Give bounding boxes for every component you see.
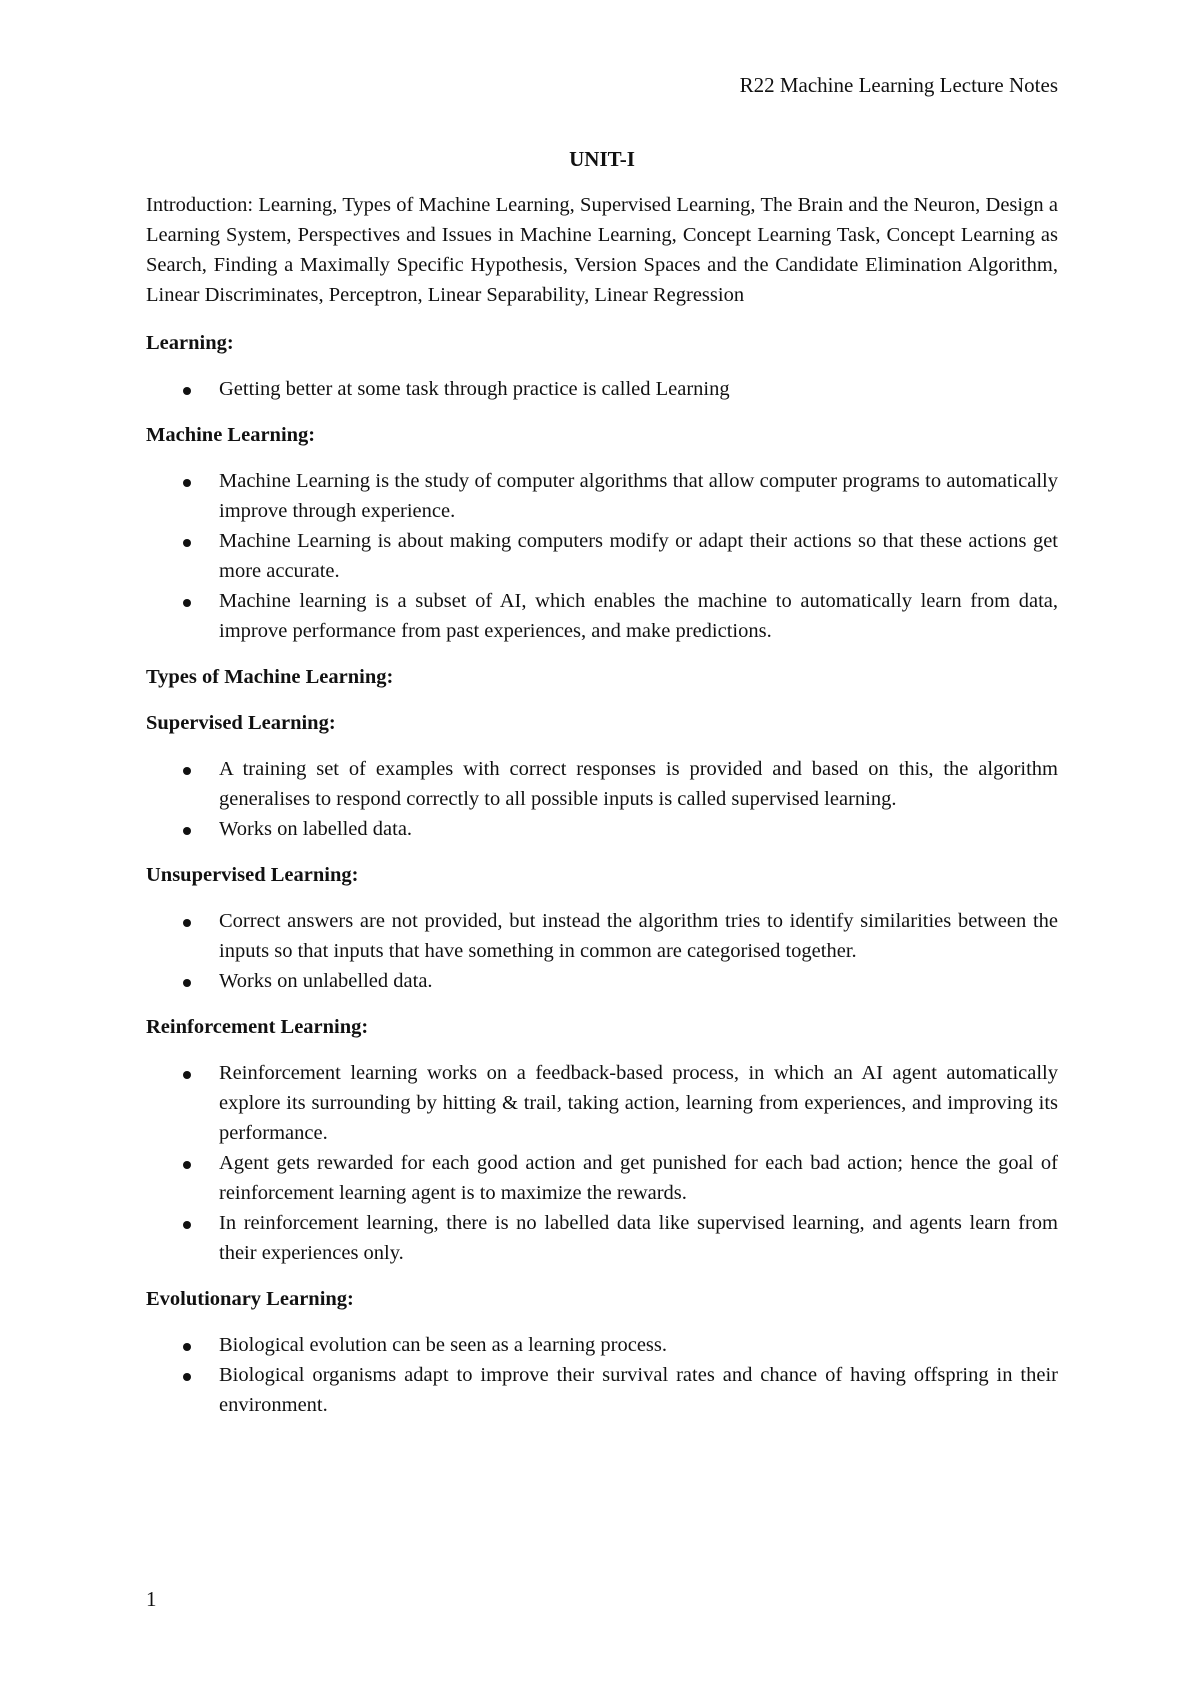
running-header: R22 Machine Learning Lecture Notes — [739, 73, 1058, 97]
section-heading-supervised-learning: Supervised Learning: — [146, 712, 336, 734]
section-heading-evolutionary-learning: Evolutionary Learning: — [146, 1288, 354, 1310]
bullet-icon — [183, 387, 191, 395]
list-item — [146, 466, 1058, 526]
list-item-text: Biological organisms adapt to improve their survival rates and chance of having offspring in their environment. — [219, 1364, 1058, 1416]
section-heading-unsupervised-learning: Unsupervised Learning: — [146, 864, 359, 886]
list-item-text: Reinforcement learning works on a feedback-based process, in which an AI agent automatically explore its surrounding by hitting & trail, taking action, learning from experiences, and improving its performance. — [219, 1062, 1058, 1144]
list-item — [146, 526, 1058, 586]
list-item-text: Works on unlabelled data. — [219, 970, 433, 992]
section-heading-machine-learning: Machine Learning: — [146, 424, 316, 446]
list-item — [146, 1208, 1058, 1268]
bullet-list-machine-learning — [146, 466, 1058, 646]
bullet-icon — [183, 1221, 191, 1229]
bullet-list-learning — [146, 374, 1058, 404]
bullet-icon — [183, 919, 191, 927]
bullet-list-supervised-learning — [146, 754, 1058, 844]
list-item-text: Machine learning is a subset of AI, which enables the machine to automatically learn from data, improve performance from past experiences, and make predictions. — [219, 590, 1058, 642]
bullet-list-unsupervised-learning — [146, 906, 1058, 996]
list-item — [146, 1058, 1058, 1148]
bullet-icon — [183, 767, 191, 775]
list-item — [146, 1360, 1058, 1420]
list-item-text: Getting better at some task through practice is called Learning — [219, 378, 730, 400]
list-item — [146, 586, 1058, 646]
intro-paragraph: Introduction: Learning, Types of Machine Learning, Supervised Learning, The Brain and the Neuron, Design a Learning System, Perspectives and Issues in Machine Learning, Concept Learning Task, Concept Learning as Search, Finding a Maximally Specific Hypothesis, Version Spaces and the Candidate Elimination Algorithm, Linear Discriminates, Perceptron, Linear Separability, Linear Regression — [146, 194, 1058, 306]
list-item — [146, 814, 1058, 844]
list-item-text: A training set of examples with correct responses is provided and based on this, the algorithm generalises to respond correctly to all possible inputs is called supervised learning. — [219, 758, 1058, 810]
document-page — [146, 0, 1058, 1696]
section-heading-types-of-ml: Types of Machine Learning: — [146, 666, 394, 688]
list-item-text: Biological evolution can be seen as a learning process. — [219, 1334, 668, 1356]
list-item-text: Machine Learning is the study of computer algorithms that allow computer programs to automatically improve through experience. — [219, 470, 1058, 522]
bullet-icon — [183, 1071, 191, 1079]
list-item-text: Machine Learning is about making computers modify or adapt their actions so that these actions get more accurate. — [219, 530, 1058, 582]
bullet-list-reinforcement-learning — [146, 1058, 1058, 1268]
section-heading-learning: Learning: — [146, 332, 234, 354]
page-number: 1 — [146, 1587, 157, 1611]
bullet-icon — [183, 479, 191, 487]
list-item — [146, 966, 1058, 996]
page-content — [146, 190, 1058, 1436]
list-item — [146, 374, 1058, 404]
section-heading-reinforcement-learning: Reinforcement Learning: — [146, 1016, 369, 1038]
bullet-icon — [183, 979, 191, 987]
list-item-text: Agent gets rewarded for each good action and get punished for each bad action; hence the goal of reinforcement learning agent is to maximize the rewards. — [219, 1152, 1058, 1204]
bullet-icon — [183, 1373, 191, 1381]
list-item-text: Correct answers are not provided, but instead the algorithm tries to identify similarities between the inputs so that inputs that have something in common are categorised together. — [219, 910, 1058, 962]
bullet-icon — [183, 599, 191, 607]
bullet-icon — [183, 827, 191, 835]
list-item — [146, 1330, 1058, 1360]
bullet-icon — [183, 539, 191, 547]
bullet-icon — [183, 1161, 191, 1169]
unit-title: UNIT-I — [569, 147, 635, 171]
list-item — [146, 906, 1058, 966]
list-item-text: Works on labelled data. — [219, 818, 413, 840]
list-item-text: In reinforcement learning, there is no labelled data like supervised learning, and agents learn from their experiences only. — [219, 1212, 1058, 1264]
bullet-icon — [183, 1343, 191, 1351]
list-item — [146, 754, 1058, 814]
bullet-list-evolutionary-learning — [146, 1330, 1058, 1420]
list-item — [146, 1148, 1058, 1208]
